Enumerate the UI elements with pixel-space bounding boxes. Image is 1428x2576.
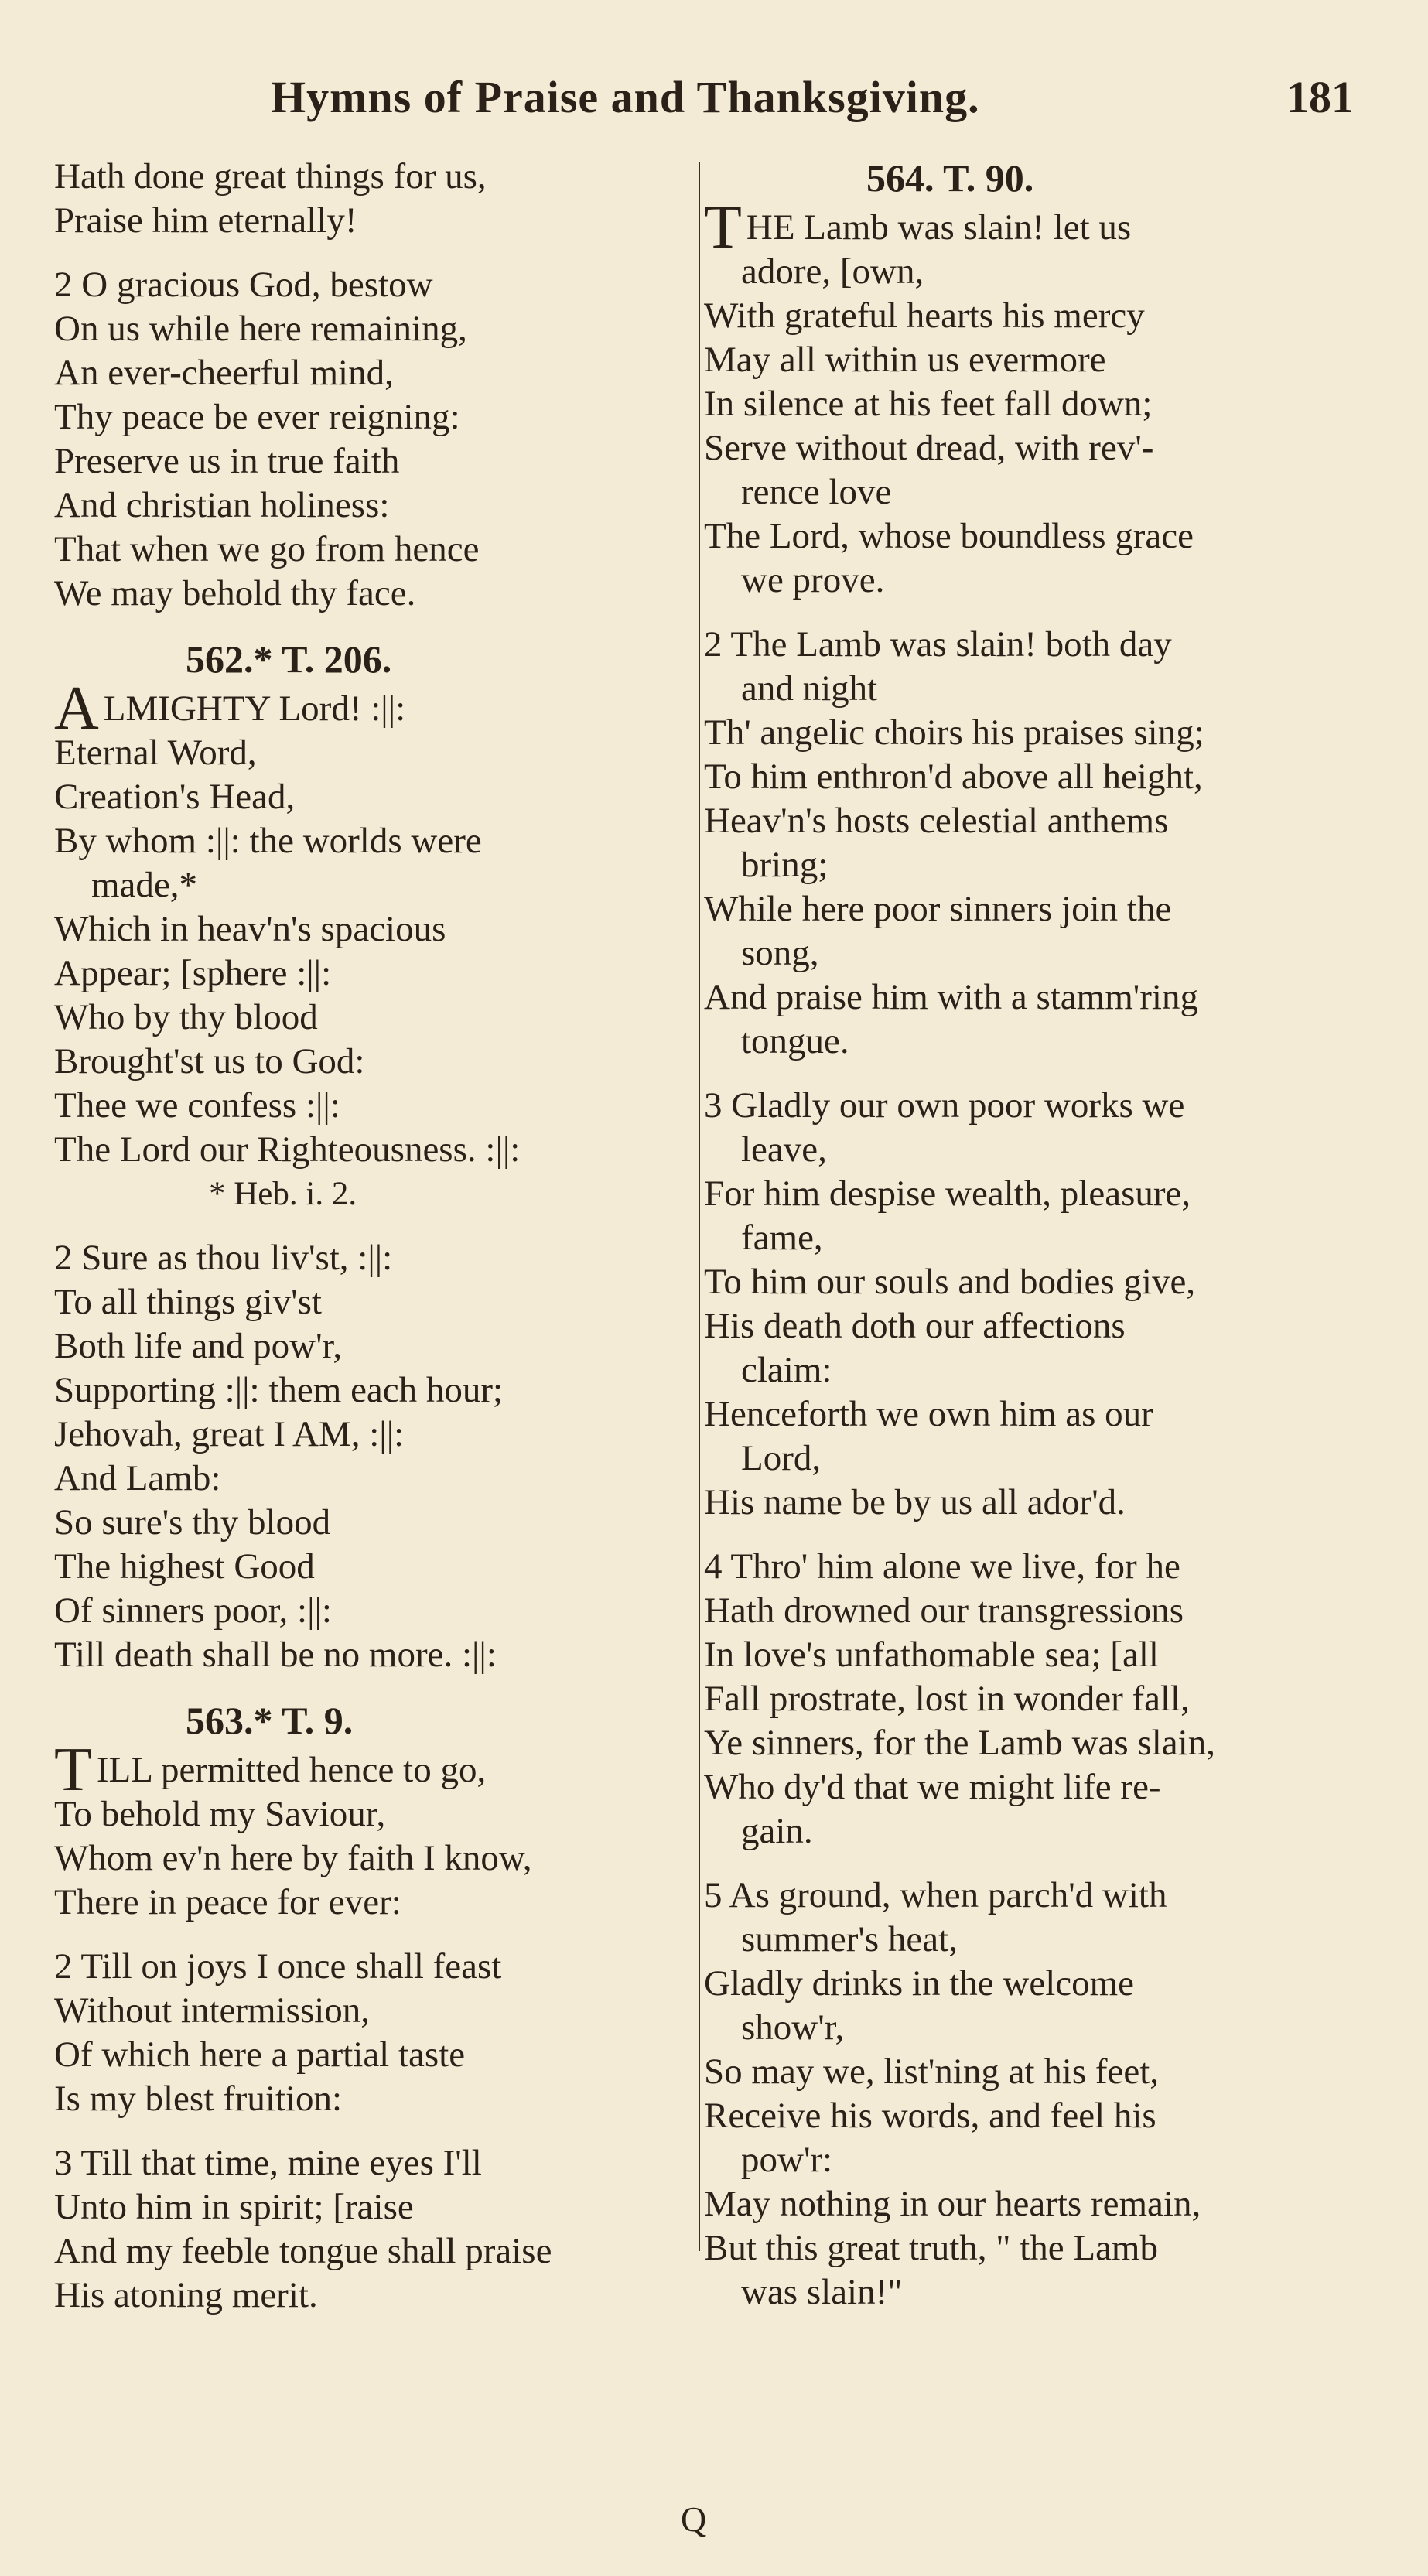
verse-line: 5 As ground, when parch'd with [704,1875,1167,1915]
verse-line: Receive his words, and feel his [704,2096,1156,2136]
verse-line: fame, [741,1218,823,1258]
verse-line: And praise him with a stamm'ring [704,977,1198,1017]
verse-line: Thy peace be ever reigning: [54,397,460,437]
verse-line: We may behold thy face. [54,573,416,613]
verse-line: 2 Till on joys I once shall feast [54,1946,502,1987]
running-title: Hymns of Praise and Thanksgiving. [271,72,980,122]
first-line [54,1736,677,1804]
verse-line: That when we go from hence [54,529,480,569]
verse-line: In love's unfathomable sea; [all [704,1635,1159,1675]
hymn-564-stanza-2 [704,623,1327,1064]
verse-line: So may we, list'ning at his feet, [704,2052,1160,2092]
verse-line: Thee we confess :||: [54,1085,340,1126]
verse-line: Without intermission, [54,1990,371,2031]
verse-line: 4 Thro' him alone we live, for he [704,1546,1180,1587]
verse-line: Which in heav'n's spacious [54,909,446,949]
verse-line: and night [741,668,878,709]
verse-line: summer's heat, [741,1919,958,1959]
verse-line: Who dy'd that we might life re- [704,1767,1161,1807]
page-header [271,71,1385,141]
verse-line: On us while here remaining, [54,309,467,349]
hymn-563-stanza-2 [54,1945,677,2121]
scripture-reference: * Heb. i. 2. [209,1176,357,1212]
hymn-563-heading: 563.* T. 9. [186,1699,354,1742]
verse-line: 2 The Lamb was slain! both day [704,624,1172,664]
verse-line: Hath drowned our transgressions [704,1590,1184,1631]
verse-line: His name be by us all ador'd. [704,1482,1126,1522]
verse-line: Of sinners poor, :||: [54,1590,332,1631]
verse-line: Who by thy blood [54,997,318,1037]
verse-line: was slain!" [741,2272,903,2312]
drop-capital: T [704,193,742,261]
hymn-563-stanza-3 [54,2141,677,2318]
verse-line: To behold my Saviour, [54,1794,386,1834]
first-line-text: HE Lamb was slain! let us [746,207,1132,248]
first-line-text: LMIGHTY Lord! :||: [103,688,406,729]
verse-line: May nothing in our hearts remain, [704,2184,1201,2224]
signature-mark: Q [681,2499,707,2539]
verse-line: Both life and pow'r, [54,1326,343,1366]
hymn-564-stanza-4 [704,1545,1327,1853]
verse-line: For him despise wealth, pleasure, [704,1174,1191,1214]
verse-line: But this great truth, " the Lamb [704,2228,1158,2268]
verse-line: Hath done great things for us, [54,156,487,196]
verse-line: bring; [741,845,828,885]
hymn-564-stanza-5 [704,1874,1327,2315]
verse-line: made,* [91,865,198,905]
verse-line: With grateful hearts his mercy [704,296,1145,336]
verse-line: There in peace for ever: [54,1882,401,1922]
verse-line: An ever-cheerful mind, [54,353,394,393]
drop-capital: A [54,675,99,743]
verse-line: In silence at his feet fall down; [704,384,1153,424]
hymn-561-continuation [54,155,677,243]
hymn-564 [704,193,1327,603]
verse-line: Praise him eternally! [54,200,357,241]
verse-line: Serve without dread, with rev'- [704,428,1154,468]
verse-line: Whom ev'n here by faith I know, [54,1838,532,1878]
verse-line: To all things giv'st [54,1282,322,1322]
verse-line: Lord, [741,1438,822,1478]
verse-line: To him our souls and bodies give, [704,1262,1196,1302]
hymn-562-stanza-2 [54,1236,677,1677]
verse-line: So sure's thy blood [54,1502,331,1543]
verse-line: Heav'n's hosts celestial anthems [704,801,1169,841]
verse-line: Of which here a partial taste [54,2034,466,2075]
verse-line: Fall prostrate, lost in wonder fall, [704,1679,1190,1719]
verse-line: 3 Gladly our own poor works we [704,1085,1185,1126]
verse-line: adore, [own, [741,251,924,292]
hymn-563 [54,1736,677,1925]
verse-line: leave, [741,1129,827,1170]
verse-line: And my feeble tongue shall praise [54,2231,552,2271]
verse-line: rence love [741,472,892,512]
verse-line: 2 O gracious God, bestow [54,265,433,305]
verse-line: Gladly drinks in the welcome [704,1963,1135,2004]
verse-line: tongue. [741,1021,849,1061]
verse-line: May all within us evermore [704,340,1106,380]
verse-line: While here poor sinners join the [704,889,1172,929]
verse-line: Is my blest fruition: [54,2079,343,2119]
verse-line: 2 Sure as thou liv'st, :||: [54,1238,393,1278]
verse-line: pow'r: [741,2140,833,2180]
first-line [704,193,1327,261]
verse-line: Unto him in spirit; [raise [54,2187,414,2227]
verse-line: Jehovah, great I AM, :||: [54,1414,405,1454]
verse-line: we prove. [741,560,885,600]
verse-line: Eternal Word, [54,733,257,773]
left-column [54,155,677,2318]
verse-line: His death doth our affections [704,1306,1126,1346]
hymn-562 [54,675,677,1216]
verse-line: Preserve us in true faith [54,441,400,481]
verse-line: gain. [741,1811,813,1851]
verse-line: The highest Good [54,1546,315,1587]
hymn-562-heading: 562.* T. 206. [186,637,392,681]
verse-line: Th' angelic choirs his praises sing; [704,712,1204,753]
verse-line: The Lord, whose boundless grace [704,516,1194,556]
verse-line: Appear; [sphere :||: [54,953,332,993]
page-number: 181 [1286,72,1354,122]
verse-line: And Lamb: [54,1458,221,1498]
verse-line: claim: [741,1350,832,1390]
verse-line: To him enthron'd above all height, [704,757,1203,797]
verse-line: Supporting :||: them each hour; [54,1370,504,1410]
first-line [54,675,677,743]
verse-line: Creation's Head, [54,777,296,817]
verse-line: Brought'st us to God: [54,1041,365,1081]
verse-line: 3 Till that time, mine eyes I'll [54,2143,482,2183]
verse-line: Till death shall be no more. :||: [54,1635,497,1675]
first-line-text: ILL permitted hence to go, [96,1750,487,1790]
hymn-561-stanza-2 [54,263,677,616]
hymn-564-heading: 564. T. 90. [866,156,1034,200]
verse-line: show'r, [741,2007,845,2048]
verse-line: And christian holiness: [54,485,390,525]
verse-line: His atoning merit. [54,2275,318,2315]
verse-line: Ye sinners, for the Lamb was slain, [704,1723,1215,1763]
verse-line: song, [741,933,819,973]
verse-line: The Lord our Righteousness. :||: [54,1129,521,1170]
column-divider [699,162,700,2251]
verse-line: Henceforth we own him as our [704,1394,1153,1434]
drop-capital: T [54,1736,92,1804]
right-column [704,155,1327,2315]
hymn-564-stanza-3 [704,1084,1327,1525]
verse-line: By whom :||: the worlds were [54,821,482,861]
